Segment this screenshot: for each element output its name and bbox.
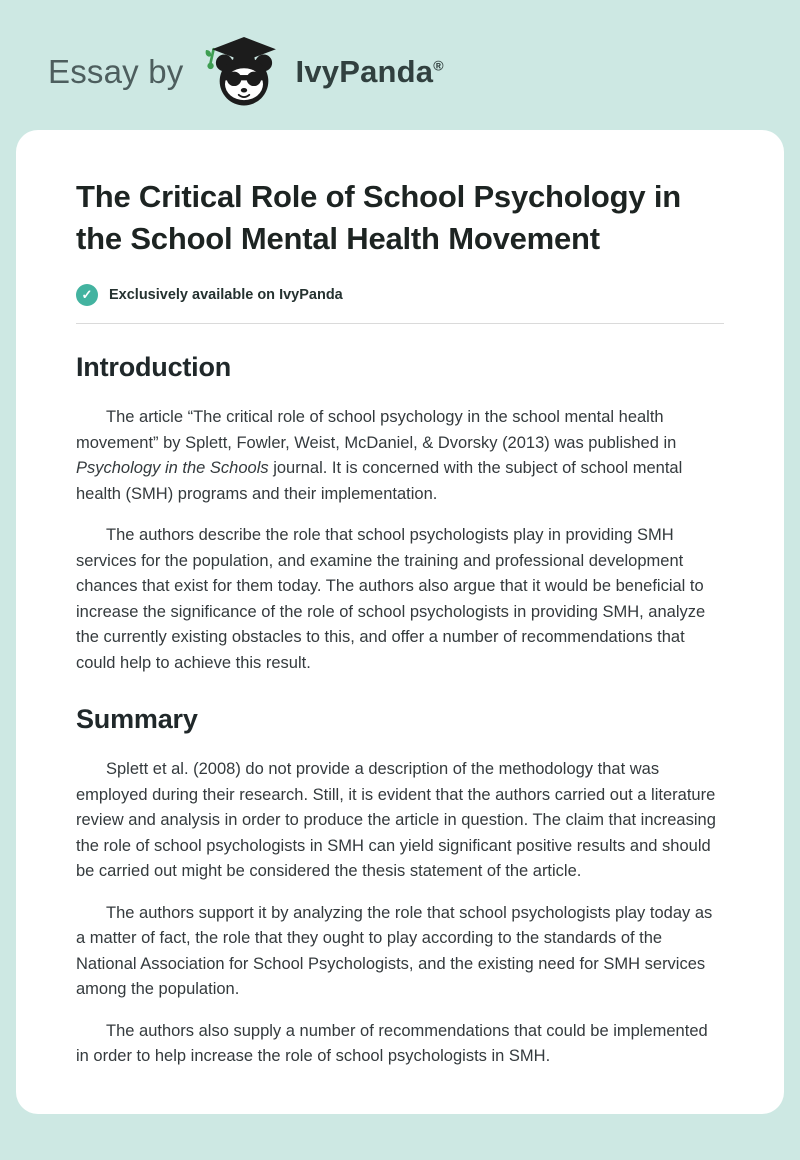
- availability-text: Exclusively available on IvyPanda: [109, 287, 343, 304]
- essay-by-label: Essay by: [48, 53, 184, 90]
- availability-badge: [76, 284, 724, 306]
- ivypanda-panda-logo-icon: [202, 34, 286, 110]
- check-circle-icon: ✓: [76, 284, 98, 306]
- brand-name: [296, 54, 444, 90]
- summary-paragraph-1: Splett et al. (2008) do not provide a description of the methodology that was employed during their research. Still, it is evident that the authors carried out a literature review and analysis in order to produce the article in question. The claim that increasing the role of school psychologists in SMH can yield significant positive results and should be carried out might be considered the thesis statement of the article.: [76, 760, 716, 881]
- summary-paragraph-2: The authors support it by analyzing the role that school psychologists play today as a matter of fact, the role that they ought to play according to the standards of the National Association for School Psychologists, and the existing need for SMH services among the population.: [76, 903, 713, 999]
- page-header: [0, 0, 800, 116]
- introduction-heading: Introduction: [76, 352, 232, 383]
- intro-paragraph-2: The authors describe the role that school psychologists play in providing SMH services for the population, and examine the training and professional development chances that exist for them today. The authors also argue that it would be beneficial to increase the significance of the role of school psychologists in providing SMH, analyze the currently existing obstacles to this, and offer a number of recommendations that could help to achieve this result.: [76, 526, 706, 672]
- summary-heading: Summary: [76, 704, 198, 735]
- intro-p1-text: The article “The critical role of school psychology in the school mental health movement” by Splett, Fowler, Weist, McDaniel, & Dvorsky (2013) was published in: [76, 408, 677, 452]
- brand-text: IvyPanda: [295, 54, 434, 89]
- essay-title: The Critical Role of School Psychology in the School Mental Health Movement: [76, 179, 682, 257]
- intro-p1-text-after: journal. It is concerned with the subject of school mental health (SMH) programs and their implementation.: [76, 459, 683, 503]
- summary-paragraph-3: The authors also supply a number of recommendations that could be implemented in order to help increase the role of school psychologists in SMH.: [76, 1021, 708, 1066]
- journal-title: Psychology in the Schools: [76, 459, 269, 478]
- divider: [76, 323, 724, 324]
- intro-paragraph-1: [76, 405, 724, 507]
- essay-card: [16, 130, 784, 1114]
- registered-mark: ®: [433, 57, 444, 74]
